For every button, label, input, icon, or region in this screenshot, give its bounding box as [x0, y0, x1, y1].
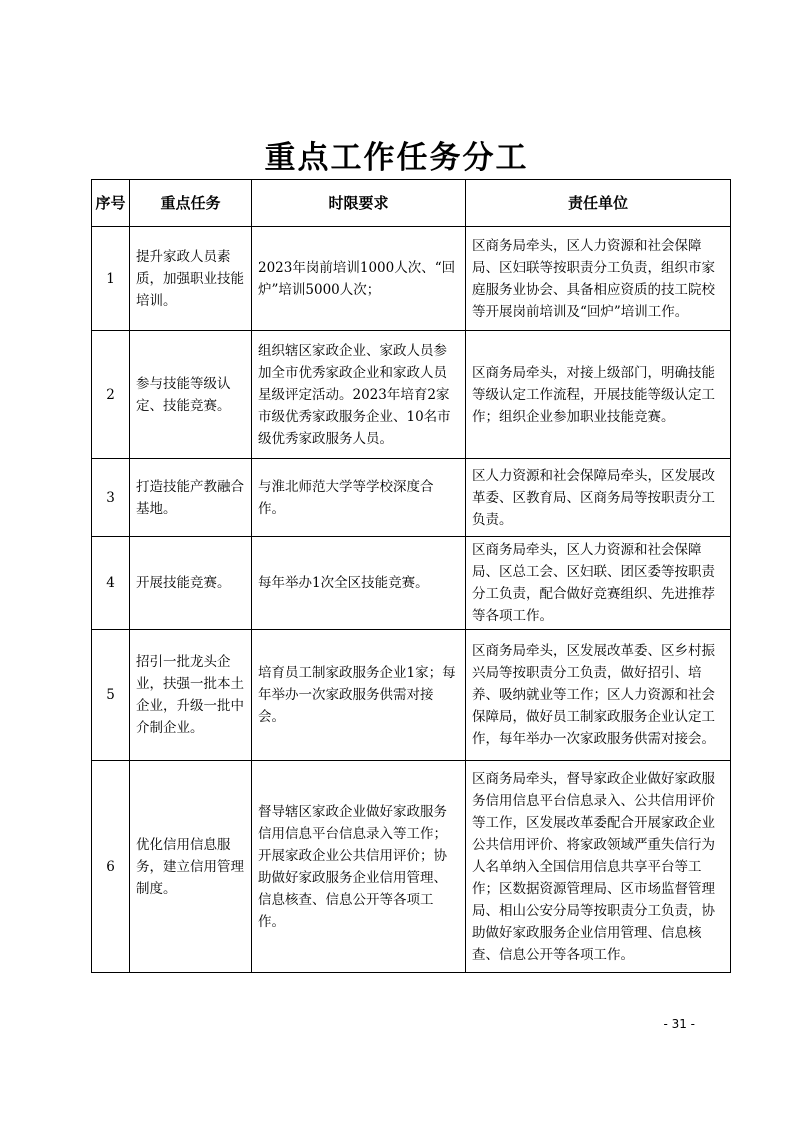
table-row [92, 227, 731, 331]
row-responsible-unit: 区商务局牵头，区人力资源和社会保障局、区总工会、区妇联、团区委等按职责分工负责，配合做好竞赛组织、先进推荐等各项工作。 [466, 537, 731, 630]
row-time-requirement: 组织辖区家政企业、家政人员参加全市优秀家政企业和家政人员星级评定活动。2023年培育2家市级优秀家政服务企业、10名市级优秀家政服务人员。 [252, 331, 466, 459]
row-responsible-unit: 区商务局牵头，区发展改革委、区乡村振兴局等按职责分工负责，做好招引、培养、吸纳就业等工作；区人力资源和社会保障局，做好员工制家政服务企业认定工作，每年举办一次家政服务供需对接会。 [466, 630, 731, 761]
header-key-task: 重点任务 [130, 180, 252, 227]
row-number: 4 [92, 537, 130, 630]
table-header-row [92, 180, 731, 227]
row-time-requirement: 2023年岗前培训1000人次、“回炉”培训5000人次； [252, 227, 466, 331]
page-title: 重点工作任务分工 [264, 140, 529, 176]
header-time-requirement: 时限要求 [252, 180, 466, 227]
header-serial-number: 序号 [92, 180, 130, 227]
row-number: 1 [92, 227, 130, 331]
table-row [92, 761, 731, 973]
table-row [92, 630, 731, 761]
header-responsible-unit: 责任单位 [466, 180, 731, 227]
row-task: 打造技能产教融合基地。 [130, 459, 252, 537]
row-responsible-unit: 区人力资源和社会保障局牵头，区发展改革委、区教育局、区商务局等按职责分工负责。 [466, 459, 731, 537]
row-task: 提升家政人员素质，加强职业技能培训。 [130, 227, 252, 331]
table-row [92, 537, 731, 630]
row-task: 开展技能竞赛。 [130, 537, 252, 630]
table-row [92, 331, 731, 459]
row-responsible-unit: 区商务局牵头，区人力资源和社会保障局、区妇联等按职责分工负责，组织市家庭服务业协会、具备相应资质的技工院校等开展岗前培训及“回炉”培训工作。 [466, 227, 731, 331]
task-division-table [91, 179, 731, 973]
row-number: 6 [92, 761, 130, 973]
row-time-requirement: 每年举办1次全区技能竞赛。 [252, 537, 466, 630]
row-task: 招引一批龙头企业，扶强一批本土企业，升级一批中介制企业。 [130, 630, 252, 761]
row-task: 参与技能等级认定、技能竞赛。 [130, 331, 252, 459]
row-time-requirement: 培育员工制家政服务企业1家；每年举办一次家政服务供需对接会。 [252, 630, 466, 761]
table-row [92, 459, 731, 537]
row-responsible-unit: 区商务局牵头，对接上级部门，明确技能等级认定工作流程，开展技能等级认定工作；组织企业参加职业技能竞赛。 [466, 331, 731, 459]
row-time-requirement: 与淮北师范大学等学校深度合作。 [252, 459, 466, 537]
row-number: 2 [92, 331, 130, 459]
row-responsible-unit: 区商务局牵头，督导家政企业做好家政服务信用信息平台信息录入、公共信用评价等工作，区发展改革委配合开展家政企业公共信用评价、将家政领域严重失信行为人名单纳入全国信用信息共享平台等工作；区数据资源管理局、区市场监督管理局、相山公安分局等按职责分工负责，协助做好家政服务企业信用管理、信息核查、信息公开等各项工作。 [466, 761, 731, 973]
row-number: 5 [92, 630, 130, 761]
page-number: - 31 - [663, 1017, 695, 1031]
row-number: 3 [92, 459, 130, 537]
row-task: 优化信用信息服务，建立信用管理制度。 [130, 761, 252, 973]
row-time-requirement: 督导辖区家政企业做好家政服务信用信息平台信息录入等工作；开展家政企业公共信用评价；协助做好家政服务企业信用管理、信息核查、信息公开等各项工作。 [252, 761, 466, 973]
